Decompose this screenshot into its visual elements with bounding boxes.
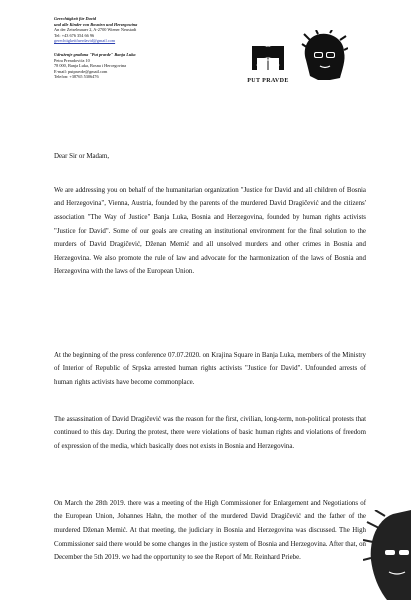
corner-portrait-illustration (363, 510, 411, 600)
org1-email-link[interactable]: gerechtigkeitfuerdavid@gmail.com (54, 38, 116, 44)
org1-subtitle: und alle Kinder von Bosnien und Herzegowina (54, 21, 138, 27)
scales-of-justice-icon (248, 44, 288, 72)
paragraph-4: On March the 28th 2019. there was a meeting of the High Commissioner for Enlargement and Negotiations of the European Union, Johannes Hahn, the mother of the murdered David Dragičević and the father of the murdered Dženan Memić. At that meeting, the judiciary in Bosnia and Herzegovina was discussed. The High Commissioner said there would be some changes in the justice system of Bosnia and Herzegovina. After that, on December the 5th 2019. we had the opportunity to see the Report of Mr. Reinhard Priebe. (54, 499, 366, 562)
paragraph-2: At the beginning of the press conference 07.07.2020. on Krajina Square in Banja Luka, members of the Ministry of Interior of Republic of Srpska arrested human rights activists "Justice for David". Unfounded arrests of human rights activists have become commonplace. (54, 351, 366, 387)
org1-address: An der Zeiselmauer 2, A-2700 Wiener Neustadt (54, 27, 137, 33)
logo-text: PUT PRAVDE (247, 78, 289, 84)
greeting: Dear Sir or Madam, (54, 153, 110, 160)
org2-tel: Telefon: +38765 5306476 (54, 74, 99, 80)
paragraph-1: We are addressing you on behalf of the humanitarian organization "Justice for David and all children of Bosnia and Herzegovina", Vienna, Austria, founded by the parents of the murdered David Dragičević and the citizens' association "The Way of Justice" Banja Luka, Bosnia and Herzegovina, founded by human rights activists "Justice for David". Some of our goals are creating an institutional environment for the final solution to the murders of David Dragičević, Dženan Memić and all unsolved murders and other crimes in Bosnia and Herzegovina. We also promote the rule of law and advocate for the harmonization of the laws of Bosnia and Herzegovina with the laws of the European Union. (54, 186, 366, 276)
org1-name: Gerechtigkeit für David (54, 16, 97, 21)
org1-tel: Tel: +43 676 354 66 96 (54, 32, 95, 38)
org2-name: Udruženje građana "Put pravde" Banja Luka (54, 51, 136, 57)
org2-city: 78 000, Banja Luka, Bosna i Hercegovina (54, 63, 127, 69)
org2-address: Petra Preradovića 10 (54, 57, 90, 63)
org2-email: E-mail: putpravde@gmail.com (54, 68, 108, 74)
portrait-illustration (300, 30, 348, 80)
paragraph-3: The assassination of David Dragičević was the reason for the first, civilian, long-term, non-political protests that continued to this day. During the protest, there were violations of basic human rights and violations of freedom of expression of the media, which basically does not exists in Bosnia and Herzegovina. (54, 415, 366, 451)
put-pravde-logo (243, 44, 293, 84)
letterhead-contacts (54, 16, 224, 80)
